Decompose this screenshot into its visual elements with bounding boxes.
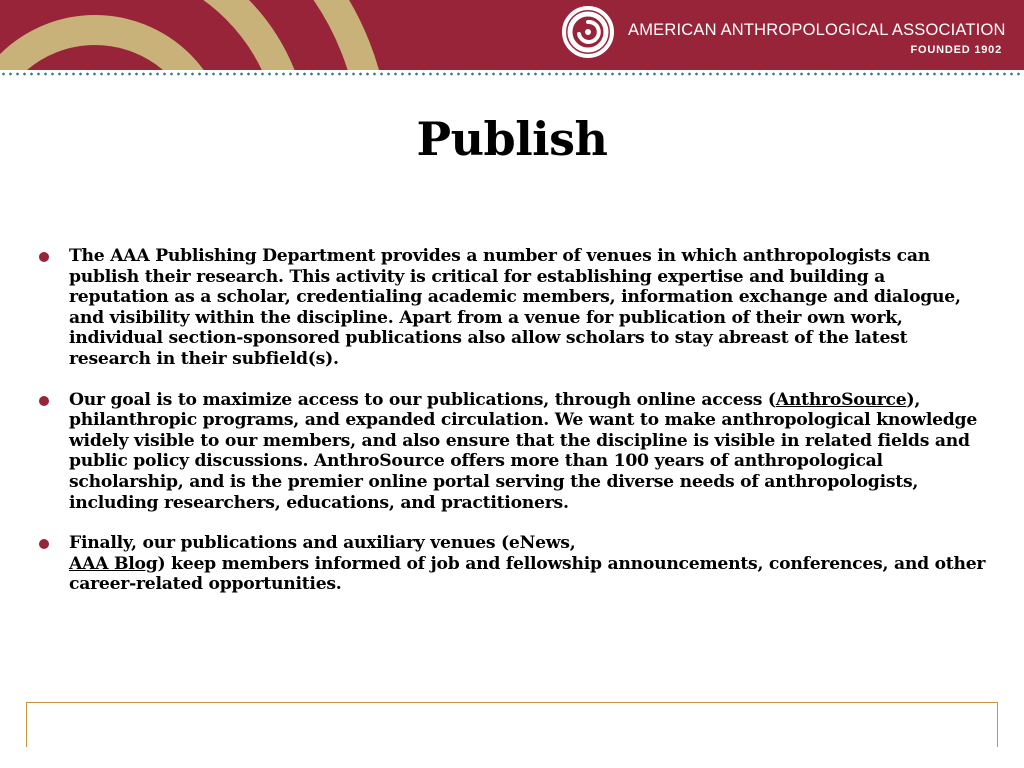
anthrosource-link[interactable]: AnthroSource: [775, 389, 907, 410]
bullet-text-before: Finally, our publications and auxiliary venues (eNews,: [69, 533, 576, 554]
bullet-list: [38, 246, 990, 615]
bullet-text-before: Our goal is to maximize access to our publications, through online access (: [69, 389, 776, 410]
bullet-dot-icon: [39, 539, 49, 549]
organization-name: AMERICAN ANTHROPOLOGICAL ASSOCIATION: [628, 21, 1006, 39]
bullet-item: [38, 533, 990, 595]
bullet-text-after: ), philanthropic programs, and expanded circulation. We want to make anthropological knowledge widely visible to our members, and also ensure that the discipline is visible in related fields and public policy discussions. AnthroSource offers more than 100 years of anthropological scholarship, and is the premier online portal serving the diverse needs of anthropologists, including researchers, educations, and practitioners.: [69, 389, 978, 513]
founded-label: FOUNDED 1902: [910, 44, 1002, 56]
bullet-text-after: ) keep members informed of job and fellowship announcements, conferences, and other career-related opportunities.: [69, 553, 986, 595]
decorative-arcs: [0, 0, 420, 70]
header-banner: [0, 0, 1024, 70]
bullet-item: [38, 390, 990, 514]
spiral-logo-icon: [560, 4, 616, 60]
bullet-item: [38, 246, 990, 370]
dotted-divider: [0, 72, 1024, 76]
footer-frame: [26, 702, 998, 747]
page-title: Publish: [416, 112, 608, 166]
bullet-dot-icon: [39, 252, 49, 262]
aaa-blog-link[interactable]: AAA Blog: [69, 553, 158, 574]
bullet-dot-icon: [39, 396, 49, 406]
bullet-text: The AAA Publishing Department provides a number of venues in which anthropologists can publish their research. This activity is critical for establishing expertise and building a reputation as a scholar, credentialing academic members, information exchange and dialogue, and visibility within the discipline. Apart from a venue for publication of their own work, individual section-sponsored publications also allow scholars to stay abreast of the latest research in their subfield(s).: [69, 246, 961, 369]
